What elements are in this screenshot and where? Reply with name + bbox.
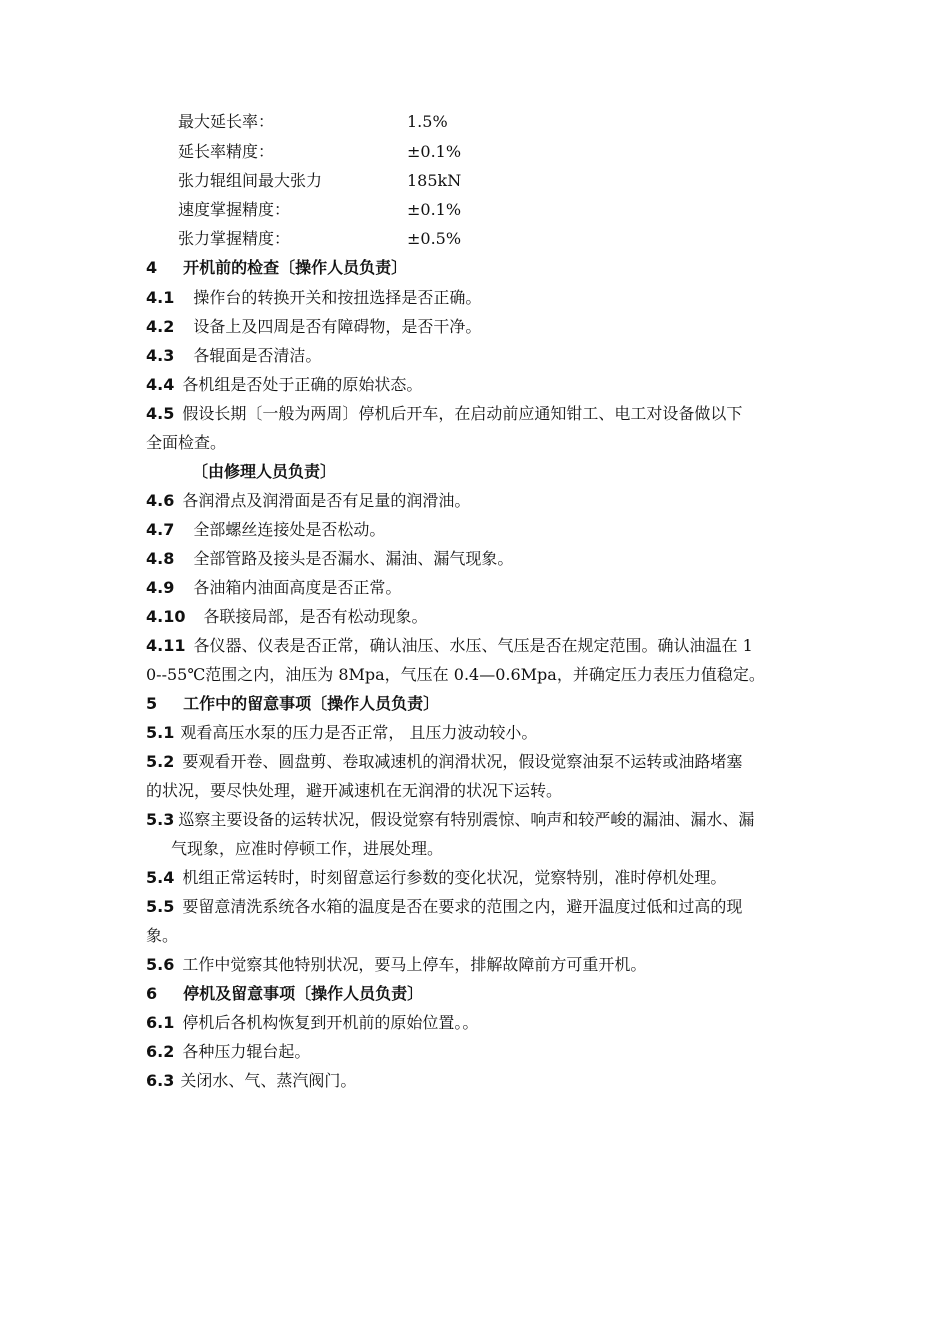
- list-item: [146, 345, 321, 367]
- spec-label: 速度掌握精度：: [178, 200, 291, 219]
- item-number: 5.2: [146, 752, 175, 771]
- item-text: 各联接局部，是否有松动现象。: [203, 607, 428, 626]
- section-number: 4: [146, 258, 158, 277]
- section-number: 5: [146, 694, 158, 713]
- spec-value: 1.5%: [407, 112, 448, 131]
- item-text: 要留意清洗系统各水箱的温度是否在要求的范围之内，避开温度过低和过高的现: [182, 897, 743, 916]
- item-text: 各机组是否处于正确的原始状态。: [182, 375, 423, 394]
- spec-label: 最大延长率：: [178, 112, 275, 131]
- list-item: [146, 635, 753, 657]
- item-number: 5.3: [146, 810, 175, 829]
- item-continuation: 象。: [146, 926, 179, 945]
- spec-value: 185kN: [407, 171, 462, 190]
- item-text: 机组正常运转时，时刻留意运行参数的变化状况，觉察特别，准时停机处理。: [182, 868, 727, 887]
- spec-label: 张力辊组间最大张力: [178, 171, 323, 190]
- item-text: 巡察主要设备的运转状况，假设觉察有特别震惊、响声和较严峻的漏油、漏水、漏: [178, 810, 755, 829]
- spec-value: ±0.5%: [407, 229, 462, 248]
- section-title: 开机前的检查〔操作人员负责〕: [183, 258, 408, 277]
- section-heading: [146, 983, 423, 1005]
- item-number: 4.7: [146, 520, 175, 539]
- list-item: [146, 867, 726, 889]
- list-item: [146, 1070, 356, 1092]
- section-heading: [146, 693, 439, 715]
- item-text: 观看高压水泵的压力是否正常， 且压力波动较小。: [180, 723, 538, 742]
- list-item: [146, 374, 422, 396]
- list-item: [146, 519, 385, 541]
- item-number: 6.3: [146, 1071, 175, 1090]
- item-continuation: 的状况，要尽快处理，避开减速机在无润滑的状况下运转。: [146, 781, 563, 800]
- list-item: [146, 490, 470, 512]
- item-number: 4.3: [146, 346, 175, 365]
- item-number: 4.1: [146, 288, 175, 307]
- item-number: 6.1: [146, 1013, 175, 1032]
- item-text: 要观看开卷、圆盘剪、卷取减速机的润滑状况，假设觉察油泵不运转或油路堵塞: [182, 752, 743, 771]
- item-number: 4.5: [146, 404, 175, 423]
- spec-label: 延长率精度：: [178, 142, 275, 161]
- list-item: [146, 722, 537, 744]
- item-number: 4.2: [146, 317, 175, 336]
- spec-value: ±0.1%: [407, 142, 462, 161]
- item-number: 5.5: [146, 897, 175, 916]
- item-number: 5.1: [146, 723, 175, 742]
- item-number: 4.11: [146, 636, 186, 655]
- spec-label: 张力掌握精度：: [178, 229, 291, 248]
- item-text: 全部管路及接头是否漏水、漏油、漏气现象。: [193, 549, 514, 568]
- list-item: [146, 896, 742, 918]
- section-title: 工作中的留意事项〔操作人员负责〕: [183, 694, 440, 713]
- item-continuation: 0--55℃范围之内，油压为 8Mpa，气压在 0.4—0.6Mpa，并确定压力表压力值稳定。: [146, 665, 765, 684]
- item-text: 设备上及四周是否有障碍物，是否干净。: [193, 317, 482, 336]
- item-text: 工作中觉察其他特别状况，要马上停车，排解故障前方可重开机。: [182, 955, 647, 974]
- list-item: [146, 1012, 478, 1034]
- item-number: 6.2: [146, 1042, 175, 1061]
- item-text: 操作台的转换开关和按扭选择是否正确。: [193, 288, 482, 307]
- item-text: 各辊面是否清洁。: [193, 346, 322, 365]
- list-item: [146, 1041, 310, 1063]
- list-item: [146, 577, 401, 599]
- section-heading: [146, 257, 407, 279]
- item-text: 假设长期〔一般为两周〕停机后开车，在启动前应通知钳工、电工对设备做以下: [182, 404, 743, 423]
- item-number: 4.4: [146, 375, 175, 394]
- item-number: 4.10: [146, 607, 186, 626]
- item-text: 各仪器、仪表是否正常，确认油压、水压、气压是否在规定范围。确认油温在 1: [193, 636, 753, 655]
- item-continuation: 全面检查。: [146, 433, 227, 452]
- item-text: 各种压力辊台起。: [182, 1042, 311, 1061]
- list-item: [146, 954, 646, 976]
- list-item: [146, 403, 742, 425]
- list-item: [146, 316, 481, 338]
- item-text: 全部螺丝连接处是否松动。: [193, 520, 386, 539]
- spec-value: ±0.1%: [407, 200, 462, 219]
- item-number: 4.8: [146, 549, 175, 568]
- section-subheading: 〔由修理人员负责〕: [192, 462, 337, 481]
- list-item: [146, 548, 513, 570]
- list-item: [146, 606, 428, 628]
- item-number: 5.6: [146, 955, 175, 974]
- item-number: 5.4: [146, 868, 175, 887]
- item-text: 关闭水、气、蒸汽阀门。: [180, 1071, 357, 1090]
- item-text: 各润滑点及润滑面是否有足量的润滑油。: [182, 491, 471, 510]
- list-item: [146, 809, 754, 831]
- item-number: 4.9: [146, 578, 175, 597]
- item-number: 4.6: [146, 491, 175, 510]
- list-item: [146, 751, 742, 773]
- list-item: [146, 287, 481, 309]
- section-number: 6: [146, 984, 158, 1003]
- item-text: 停机后各机构恢复到开机前的原始位置。。: [182, 1013, 479, 1032]
- item-continuation: 气现象，应准时停顿工作，进展处理。: [171, 839, 444, 858]
- section-title: 停机及留意事项〔操作人员负责〕: [183, 984, 424, 1003]
- item-text: 各油箱内油面高度是否正常。: [193, 578, 402, 597]
